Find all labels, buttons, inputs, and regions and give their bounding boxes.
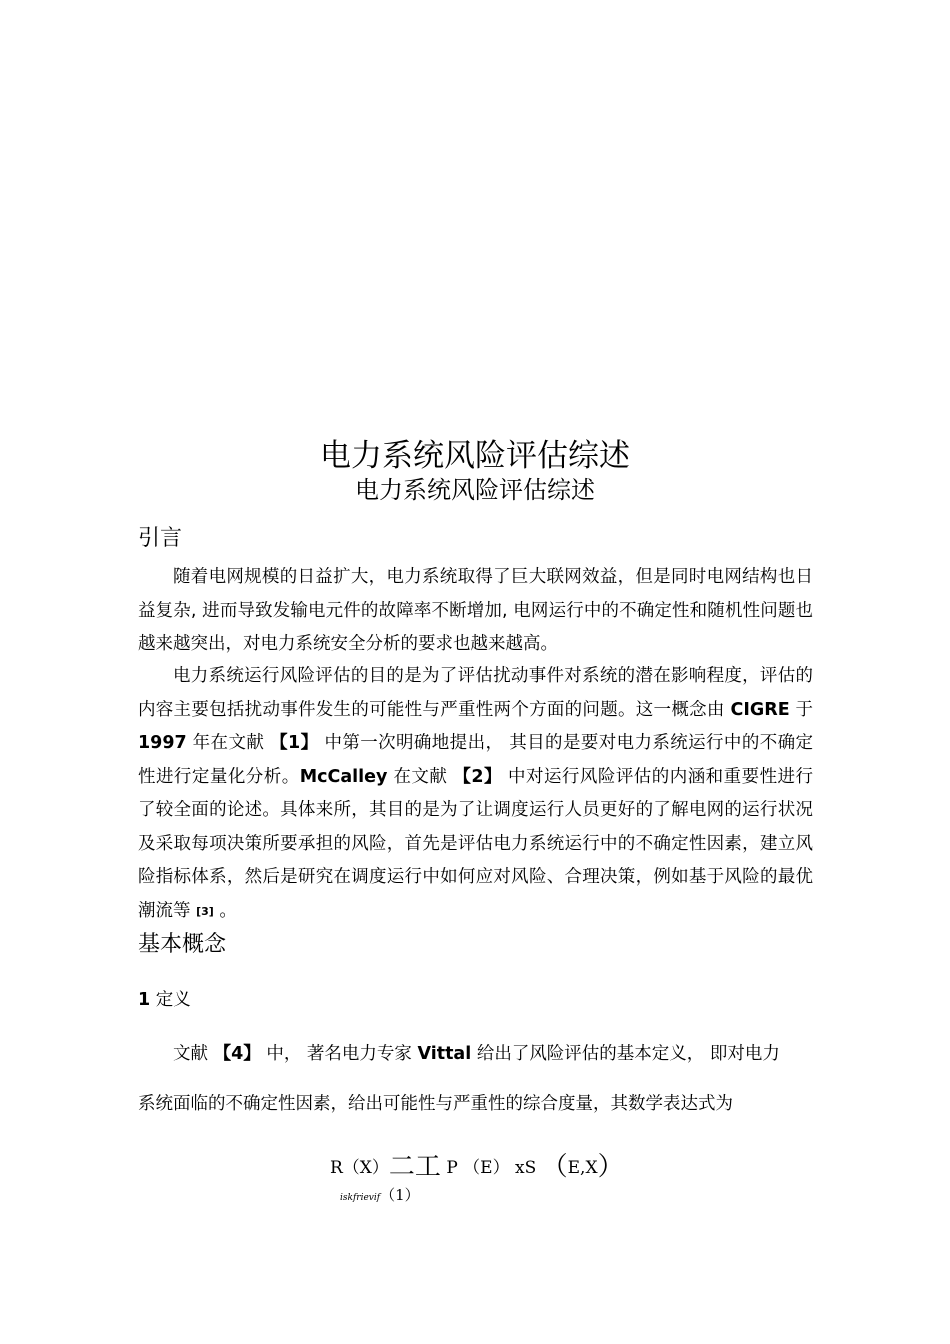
document-title: 电力系统风险评估综述 — [320, 438, 630, 474]
mccalley-term: McCalley — [299, 766, 388, 787]
def-text-1: 文献 — [173, 1044, 214, 1064]
document-subtitle: 电力系统风险评估综述 — [355, 476, 595, 504]
formula-part-a: R（X） — [330, 1158, 389, 1178]
para2-text-6: 中对运行风险评估的内涵和重要性进行了较全面的论述。具体来所，其目的是为了让调度运行人员更好的了解电网的运行状况及采取每项决策所要承担的风险，首先是评估电力系统运行中的不确定性因素，建立风险指标体系，然后是研究在调度运行中如何应对风险、合理决策，例如基于风险的最优潮流等 — [138, 766, 814, 921]
para2-text-3: 年在文献 — [186, 733, 271, 753]
formula-part-b: 二工 — [388, 1152, 441, 1182]
cigre-term: CIGRE — [730, 699, 790, 720]
intro-paragraph-1: 随着电网规模的日益扩大，电力系统取得了巨大联网效益，但是同时电网结构也日益复杂, 进而导致发输电元件的故障率不断增加, 电网运行中的不确定性和随机性问题也越来越突出，对电力系统安全分析的要求也越来越高。 — [138, 567, 813, 654]
para2-text-2: 于 — [789, 699, 813, 720]
subsection-number: 1 — [138, 990, 151, 1010]
citation-1: 【1】 — [270, 733, 319, 753]
citation-3: [3] — [196, 904, 214, 918]
para2-text-4: 中第一次明确地提出， 其目的是要对电力系统运行中的不确定性进行定量化分析。 — [138, 733, 813, 787]
vittal-term: Vittal — [417, 1044, 472, 1064]
intro-paragraph-2 — [138, 660, 813, 928]
risk-formula — [330, 1150, 624, 1185]
subsection-label: 定义 — [150, 990, 191, 1010]
year-term: 1997 — [138, 733, 187, 753]
para2-text-1: 电力系统运行风险评估的目的是为了评估扰动事件对系统的潜在影响程度，评估的内容主要包括扰动事件发生的可能性与严重性两个方面的问题。这一概念由 — [138, 666, 813, 720]
section-heading-intro: 引言 — [138, 526, 183, 551]
formula-part-d: （ — [541, 1152, 568, 1182]
citation-2: 【2】 — [453, 766, 502, 787]
para2-text-7: 。 — [213, 900, 237, 921]
formula-sub-small: iskfrievif — [340, 1193, 381, 1203]
formula-part-f: ） — [597, 1152, 624, 1182]
definition-line-2: 系统面临的不确定性因素，给出可能性与严重性的综合度量，其数学表达式为 — [138, 1094, 733, 1114]
formula-part-c: P （E） xS — [440, 1158, 542, 1178]
subsection-heading-definition — [138, 986, 191, 1014]
citation-4: 【4】 — [213, 1044, 261, 1064]
definition-line-1 — [173, 1040, 818, 1068]
para2-text-5: 在文献 — [387, 766, 454, 787]
section-heading-basic-concepts: 基本概念 — [138, 932, 227, 957]
formula-subscript — [340, 1184, 420, 1209]
def-text-3: 给出了风险评估的基本定义， 即对电力 — [471, 1044, 780, 1064]
formula-equation-number: （1） — [380, 1186, 420, 1204]
def-text-2: 中， 著名电力专家 — [260, 1044, 418, 1064]
formula-part-e: E,X — [567, 1158, 598, 1178]
